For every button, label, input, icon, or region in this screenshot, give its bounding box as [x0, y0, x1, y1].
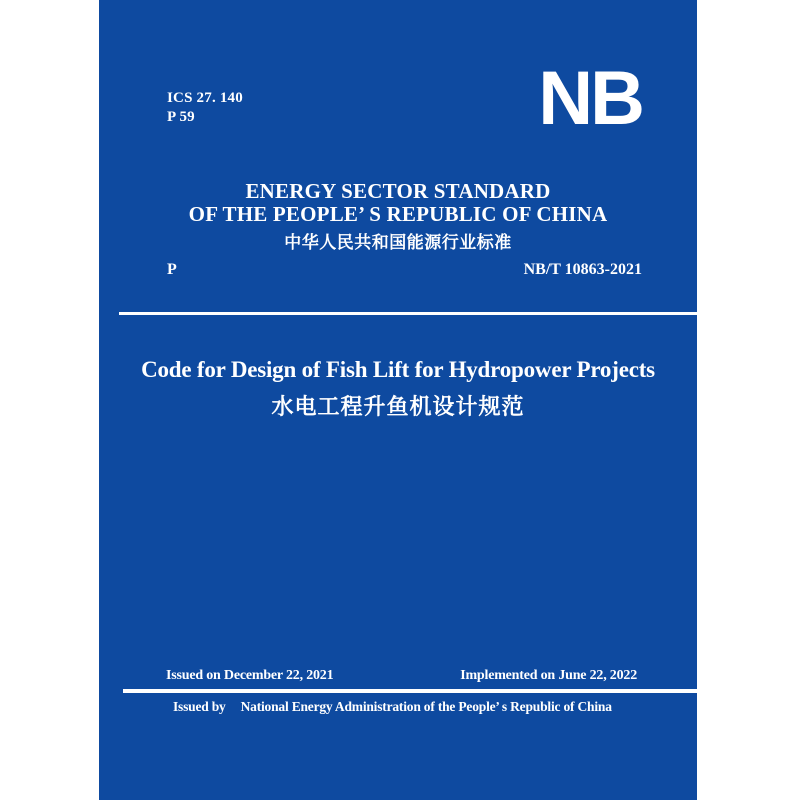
- dates-row: [166, 668, 637, 684]
- ics-class-code: P 59: [167, 109, 195, 125]
- designation-row: [167, 261, 642, 279]
- issued-by-value: National Energy Administration of the People’ s Republic of China: [240, 699, 612, 714]
- org-line-cn: 中华人民共和国能源行业标准: [284, 233, 512, 252]
- implemented-date: Implemented on June 22, 2022: [460, 668, 637, 683]
- issued-by-row: [173, 699, 677, 715]
- bottom-rule: [123, 689, 697, 693]
- title-block: [99, 356, 697, 420]
- standard-org-header: [99, 180, 697, 252]
- issued-date: Issued on December 22, 2021: [166, 668, 334, 683]
- standard-cover: [99, 0, 697, 800]
- issued-by-label: Issued by: [173, 699, 226, 714]
- title-cn: 水电工程升鱼机设计规范: [271, 394, 525, 419]
- ics-block: [167, 89, 243, 127]
- nb-logo: NB: [538, 56, 642, 141]
- category-code: P: [167, 261, 177, 278]
- ics-code: ICS 27. 140: [167, 90, 243, 106]
- standard-number: NB/T 10863-2021: [523, 261, 642, 278]
- org-line-en-1: ENERGY SECTOR STANDARD: [245, 179, 551, 203]
- top-rule: [119, 312, 697, 315]
- title-en: Code for Design of Fish Lift for Hydropower Projects: [141, 357, 655, 382]
- org-line-en-2: OF THE PEOPLE’ S REPUBLIC OF CHINA: [188, 202, 608, 226]
